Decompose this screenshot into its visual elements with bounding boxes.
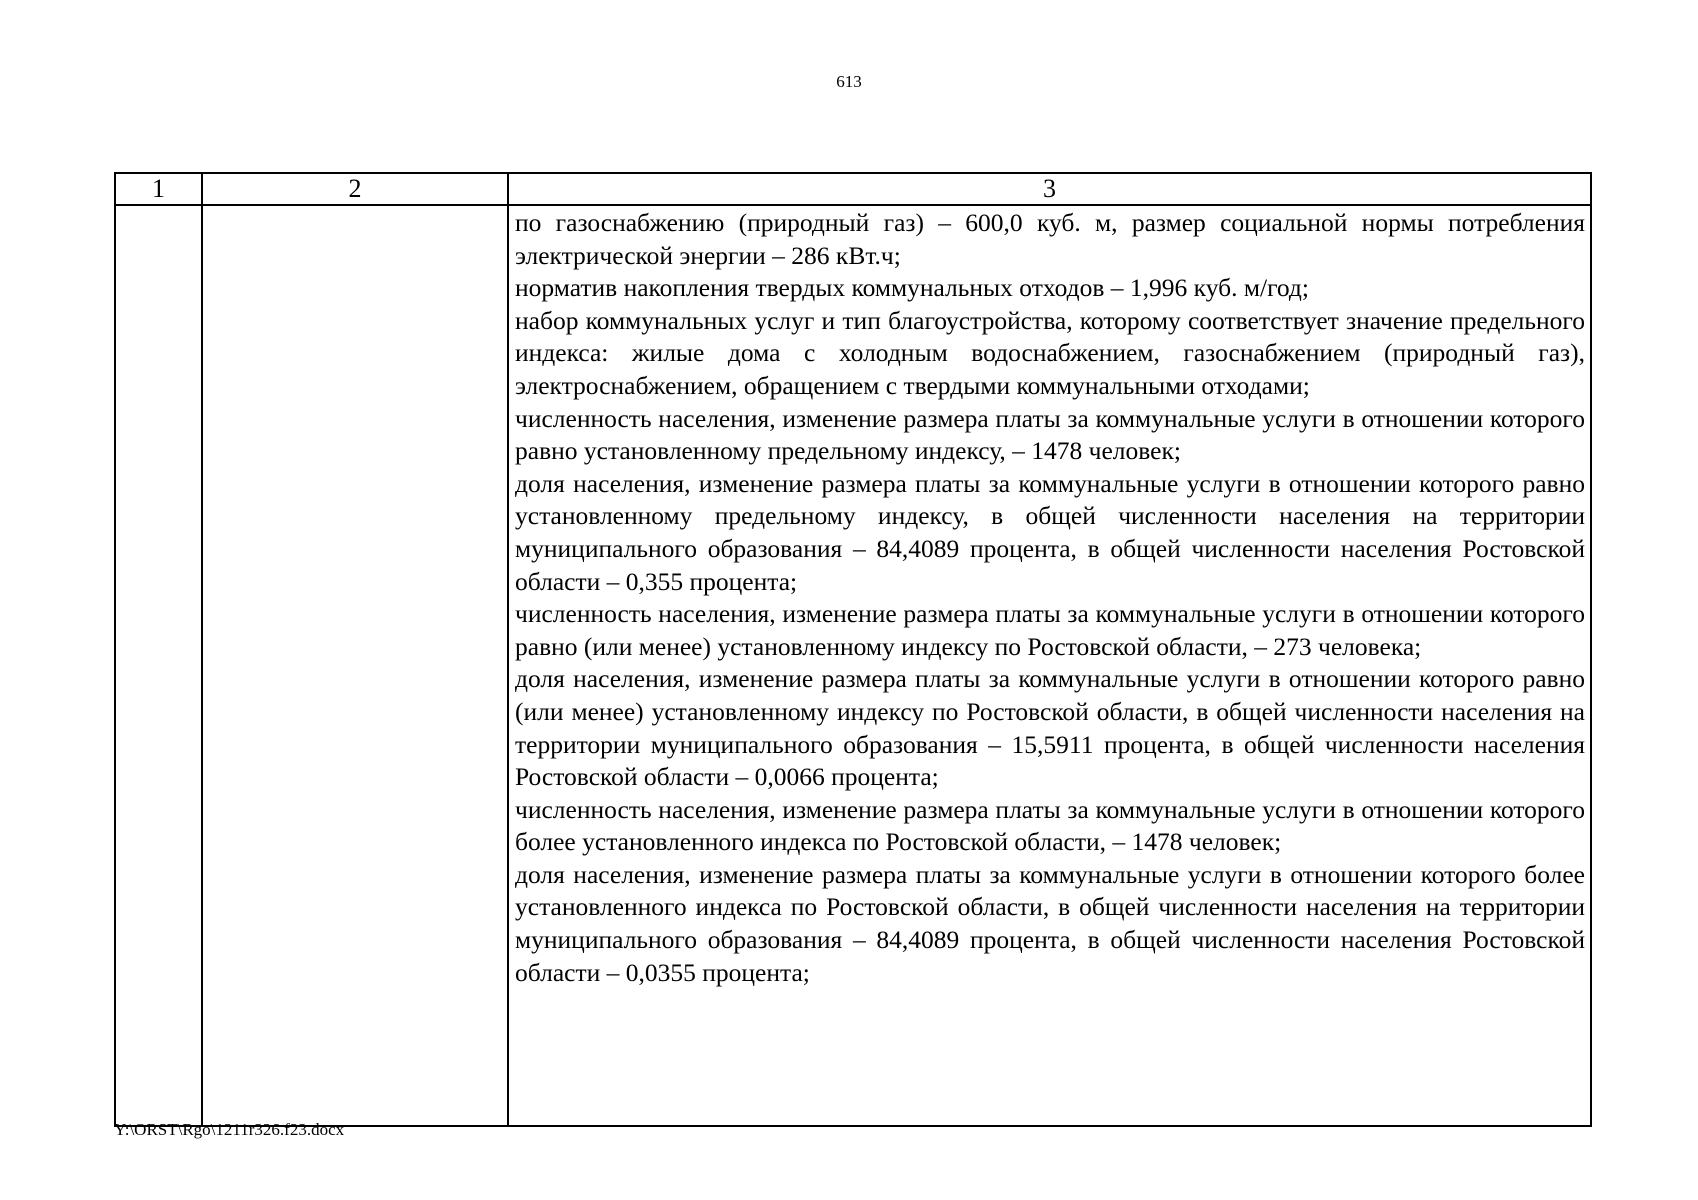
page-number: 613	[836, 72, 862, 91]
paragraph-share-equal: доля населения, изменение размера платы за коммунальные услуги в отношении которого равно установленному предельному индексу, в общей численности населения на территории муниципального образования – 84,4089 процента, в общей численности населения Ростовской области – 0,355 процента;	[515, 468, 1585, 596]
paragraph-share-less: доля населения, изменение размера платы за коммунальные услуги в отношении которого равно (или менее) установленному индексу по Ростовской области, в общей численности населения на территории муниципального образования – 15,5911 процента, в общей численности населения Ростовской области – 0,0066 процента;	[515, 664, 1585, 792]
document-table	[114, 172, 1592, 1127]
paragraph-share-more: доля населения, изменение размера платы за коммунальные услуги в отношении которого более установленного индекса по Ростовской области, в общей численности населения на территории муниципального образования – 84,4089 процента, в общей численности населения Ростовской области – 0,0355 процента;	[515, 859, 1585, 987]
column-header-1: 1	[115, 173, 202, 205]
paragraph-waste-norm: норматив накопления твердых коммунальных отходов – 1,996 куб. м/год;	[515, 273, 1309, 303]
cell-col-2	[202, 205, 508, 1126]
column-header-3: 3	[508, 173, 1591, 205]
table-row	[115, 205, 1591, 1126]
cell-col-1	[115, 205, 202, 1126]
paragraph-population-equal: численность населения, изменение размера платы за коммунальные услуги в отношении которого равно установленному предельному индексу, – 1478 человек;	[515, 403, 1585, 466]
footer-file-path: Y:\ORST\Rgo\1211r326.f23.docx	[114, 1120, 345, 1139]
paragraph-population-less: численность населения, изменение размера платы за коммунальные услуги в отношении которого равно (или менее) установленному индексу по Ростовской области, – 273 человека;	[515, 599, 1585, 661]
column-header-2: 2	[202, 173, 508, 205]
paragraph-service-set: набор коммунальных услуг и тип благоустройства, которому соответствует значение предельного индекса: жилые дома с холодным водоснабжением, газоснабжением (природный газ), электроснабжением, обращением с твердыми коммунальными отходами;	[515, 305, 1585, 400]
table-header-row	[115, 173, 1591, 205]
cell-col-3	[508, 205, 1591, 1126]
paragraph-gas-supply: по газоснабжению (природный газ) – 600,0 куб. м, размер социальной нормы потребления электрической энергии – 286 кВт.ч;	[515, 208, 1585, 270]
paragraph-population-more: численность населения, изменение размера платы за коммунальные услуги в отношении которого более установленного индекса по Ростовской области, – 1478 человек;	[515, 794, 1585, 857]
